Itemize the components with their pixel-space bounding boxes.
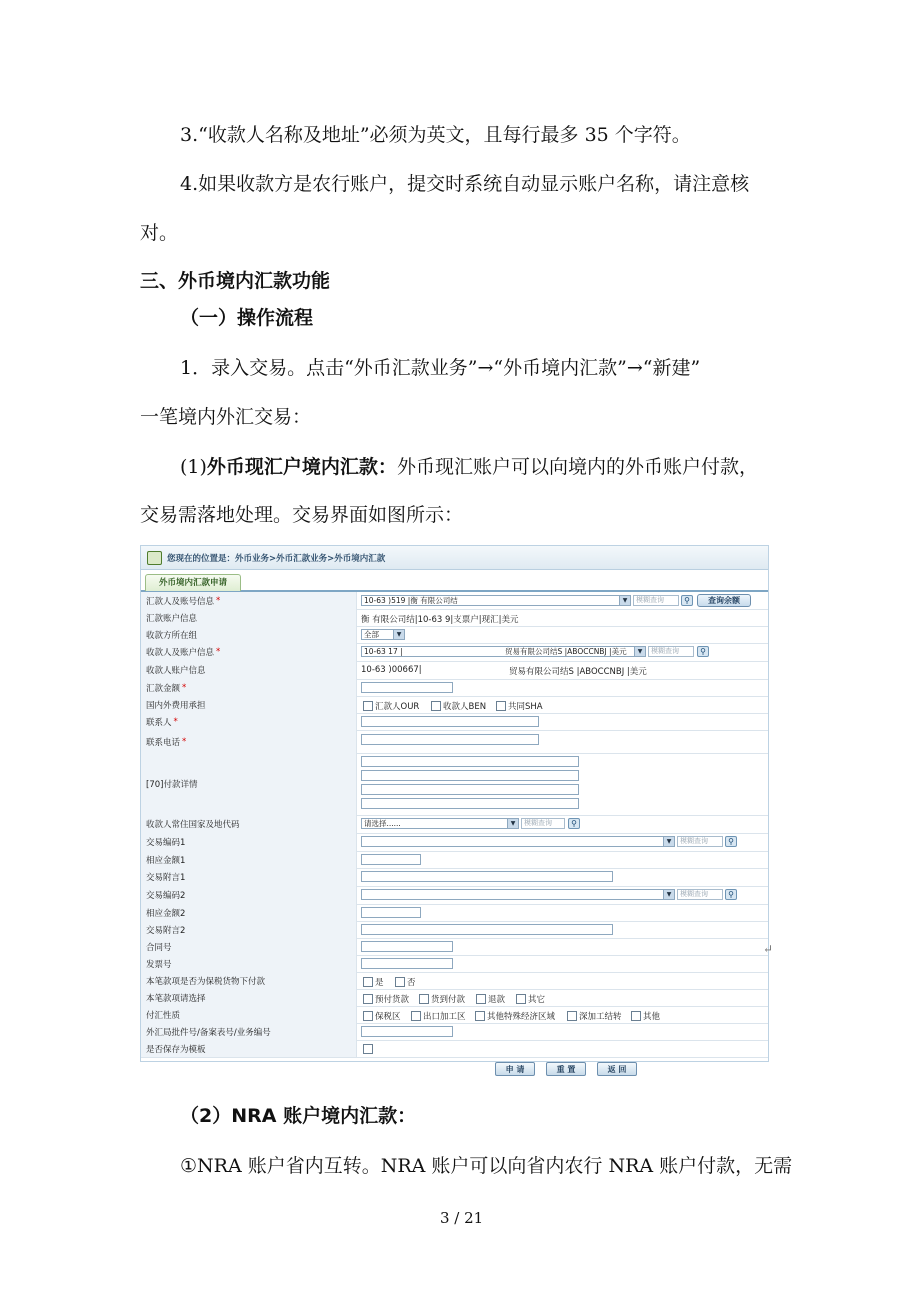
amount-input[interactable]: [361, 682, 453, 693]
nature-other-checkbox[interactable]: 其它: [516, 993, 545, 1005]
payee-info-label: 收款人账户信息: [146, 666, 206, 676]
row-details: [141, 753, 768, 816]
approval-input[interactable]: [361, 1026, 453, 1037]
country-fuzzy-search-input[interactable]: 模糊查询: [521, 818, 565, 829]
fee-our-checkbox[interactable]: 汇款人OUR: [363, 700, 419, 712]
type-bonded-zone-checkbox[interactable]: 保税区: [363, 1010, 401, 1022]
details-line-3[interactable]: [361, 784, 579, 795]
chevron-down-icon: ▼: [393, 630, 404, 639]
nature-cod-checkbox[interactable]: 货到付款: [419, 993, 465, 1005]
amt2-label: 相应金额2: [146, 908, 186, 919]
payer-info-value: 衡 有限公司结|10-63 9|支票户|现汇|美元: [361, 615, 519, 625]
code1-label: 交易编码1: [146, 838, 186, 848]
details-line-4[interactable]: [361, 798, 579, 809]
nature-refund-checkbox[interactable]: 退款: [476, 993, 505, 1005]
row-template: [141, 1040, 768, 1058]
nature-label: 本笔款项请选择: [146, 993, 206, 1004]
row-amount: 汇款金额 *: [141, 679, 768, 697]
row-nature: [141, 989, 768, 1007]
type-label: 付汇性质: [146, 1010, 181, 1021]
row-payee-region: [141, 626, 768, 644]
type-export-zone-checkbox[interactable]: 出口加工区: [411, 1010, 466, 1022]
invoice-label: 发票号: [146, 959, 172, 970]
row-invoice: [141, 955, 768, 973]
row-payer-info: [141, 609, 768, 627]
code2-select[interactable]: [361, 889, 675, 900]
row-fee: [141, 696, 768, 714]
item-1-text: 外币现汇账户可以向境内的外币账户付款，: [396, 456, 758, 478]
code2-label: 交易编码2: [146, 891, 186, 901]
contract-input[interactable]: [361, 941, 453, 952]
note-4-line2: 对。: [140, 222, 179, 244]
payee-region-select[interactable]: 全部 ▼: [361, 629, 405, 640]
search-icon[interactable]: ⚲: [725, 889, 737, 900]
code1-fuzzy-search-input[interactable]: 模糊查询: [677, 836, 723, 847]
back-button[interactable]: 返 回: [597, 1062, 637, 1076]
fee-ben-checkbox[interactable]: 收款人BEN: [431, 700, 486, 712]
approval-label: 外汇局批件号/备案表号/业务编号: [146, 1027, 271, 1038]
search-icon[interactable]: ⚲: [697, 646, 709, 657]
note2-label: 交易附言2: [146, 925, 186, 936]
chevron-down-icon: ▼: [634, 647, 645, 656]
chevron-down-icon: ▼: [619, 596, 630, 605]
payee-info-name: 贸易有限公司结S |ABOCCNBJ |美元: [509, 667, 647, 677]
row-payee-info: [141, 661, 768, 680]
contract-label: 合同号: [146, 942, 172, 953]
payer-fuzzy-search-input[interactable]: 模糊查询: [633, 595, 679, 606]
row-bonded: [141, 972, 768, 990]
row-type: [141, 1006, 768, 1024]
chevron-down-icon: ▼: [507, 819, 518, 828]
page-number: 3 / 21: [440, 1209, 484, 1227]
contact-input[interactable]: [361, 716, 539, 727]
amt1-label: 相应金额1: [146, 855, 186, 866]
breadcrumb-text: 您现在的位置是：外币业务>外币汇款业务>外币境内汇款: [167, 554, 386, 564]
note1-label: 交易附言1: [146, 873, 186, 883]
row-note1: [141, 868, 768, 887]
step-1-line1: 1．录入交易。点击“外币汇款业务”→“外币境内汇款”→“新建”: [180, 357, 701, 379]
amt2-input[interactable]: [361, 907, 421, 918]
details-label: [70]付款详情: [146, 780, 198, 790]
row-amt2: [141, 904, 768, 922]
nature-prepay-checkbox[interactable]: 预付货款: [363, 993, 409, 1005]
row-approval: [141, 1023, 768, 1041]
save-template-checkbox[interactable]: [363, 1044, 375, 1054]
item-1-line2: 交易需落地处理。交易界面如图所示：: [140, 504, 464, 526]
fee-sha-checkbox[interactable]: 共同SHA: [496, 700, 543, 712]
note-3: 3.“收款人名称及地址”必须为英文，且每行最多 35 个字符。: [180, 124, 691, 146]
code1-select[interactable]: [361, 836, 675, 847]
amount-label: 汇款金额: [146, 683, 181, 694]
type-processing-checkbox[interactable]: 深加工结转: [567, 1010, 622, 1022]
payee-account-name: 贸易有限公司结S |ABOCCNBJ |美元: [505, 647, 627, 656]
payee-account-label: 收款人及账户信息: [146, 648, 215, 658]
breadcrumb: [141, 546, 768, 570]
row-code2: [141, 886, 768, 905]
template-label: 是否保存为模板: [146, 1044, 206, 1055]
payer-account-label: 汇款人及账号信息: [146, 596, 215, 607]
row-code1: [141, 833, 768, 852]
phone-label: 联系电话: [146, 737, 181, 748]
invoice-input[interactable]: [361, 958, 453, 969]
details-line-2[interactable]: [361, 770, 579, 781]
payee-account-select[interactable]: 10-63 17 | 贸易有限公司结S |ABOCCNBJ |美元 ▼: [361, 646, 646, 657]
section-heading: 三、外币境内汇款功能: [140, 270, 331, 292]
payee-region-label: 收款方所在组: [146, 630, 198, 641]
location-icon: [147, 551, 162, 565]
type-special-zone-checkbox[interactable]: 其他特殊经济区域: [475, 1010, 555, 1022]
search-icon[interactable]: ⚲: [725, 836, 737, 847]
embedded-form-screenshot: [140, 545, 769, 1062]
payee-fuzzy-search-input[interactable]: 模糊查询: [648, 646, 694, 657]
details-line-1[interactable]: [361, 756, 579, 767]
apply-button[interactable]: 申 请: [495, 1062, 535, 1076]
query-balance-button[interactable]: 查询余额: [697, 594, 751, 607]
search-icon[interactable]: ⚲: [568, 818, 580, 829]
amt1-input[interactable]: [361, 854, 421, 865]
code2-fuzzy-search-input[interactable]: 模糊查询: [677, 889, 723, 900]
chevron-down-icon: ▼: [663, 890, 674, 899]
chevron-down-icon: ▼: [663, 837, 674, 846]
contact-label: 联系人: [146, 717, 172, 728]
reset-button[interactable]: 重 置: [546, 1062, 586, 1076]
note-4-line1: 4.如果收款方是农行账户，提交时系统自动显示账户名称，请注意核: [180, 173, 750, 195]
note2-input[interactable]: [361, 924, 613, 935]
row-contract: [141, 938, 768, 956]
tab-bar: [141, 572, 768, 592]
search-icon[interactable]: ⚲: [681, 595, 693, 606]
row-phone: 联系电话 *: [141, 730, 768, 754]
row-contact: 联系人 *: [141, 713, 768, 731]
row-payee-account: 收款人及账户信息 * 10-63 17 | 贸易有限公司结S |ABOCCNBJ |美元 ▼ 模糊查询 ⚲: [141, 643, 768, 662]
item-1-title: 外币现汇户境内汇款：: [206, 456, 397, 478]
row-note2: [141, 921, 768, 939]
item-1-line1: [180, 455, 758, 479]
nra-paragraph: ①NRA 账户省内互转。NRA 账户可以向省内农行 NRA 账户付款，无需: [180, 1155, 793, 1177]
payer-account-select[interactable]: 10-63 )519 |衡 有限公司结 ▼: [361, 595, 631, 606]
country-select[interactable]: 请选择...... ▼: [361, 818, 519, 829]
item-1-prefix: (1): [180, 456, 207, 478]
step-1-line2: 一笔境内外汇交易：: [140, 406, 312, 428]
bonded-yes-checkbox[interactable]: 是: [363, 976, 384, 988]
fee-label: 国内外费用承担: [146, 700, 206, 711]
tab-domestic-remittance[interactable]: 外币境内汇款申请: [145, 574, 241, 591]
bonded-label: 本笔款项是否为保税货物下付款: [146, 976, 266, 987]
country-label: 收款人常住国家及地代码: [146, 820, 240, 830]
row-amt1: [141, 851, 768, 869]
subsection-2-heading: （2）NRA 账户境内汇款：: [180, 1105, 417, 1127]
note1-input[interactable]: [361, 871, 613, 882]
type-other-checkbox[interactable]: 其他: [631, 1010, 660, 1022]
payee-info-value: 10-63 )00667|: [361, 665, 422, 675]
return-mark: ↵: [763, 942, 774, 956]
payer-info-label: 汇款账户信息: [146, 613, 198, 624]
bonded-no-checkbox[interactable]: 否: [395, 976, 416, 988]
row-country: [141, 815, 768, 834]
row-payer-account: 汇款人及账号信息 * 10-63 )519 |衡 有限公司结 ▼ 模糊查询 ⚲ 查询余额: [141, 592, 768, 610]
phone-input[interactable]: [361, 734, 539, 745]
subsection-heading: （一）操作流程: [180, 307, 314, 329]
